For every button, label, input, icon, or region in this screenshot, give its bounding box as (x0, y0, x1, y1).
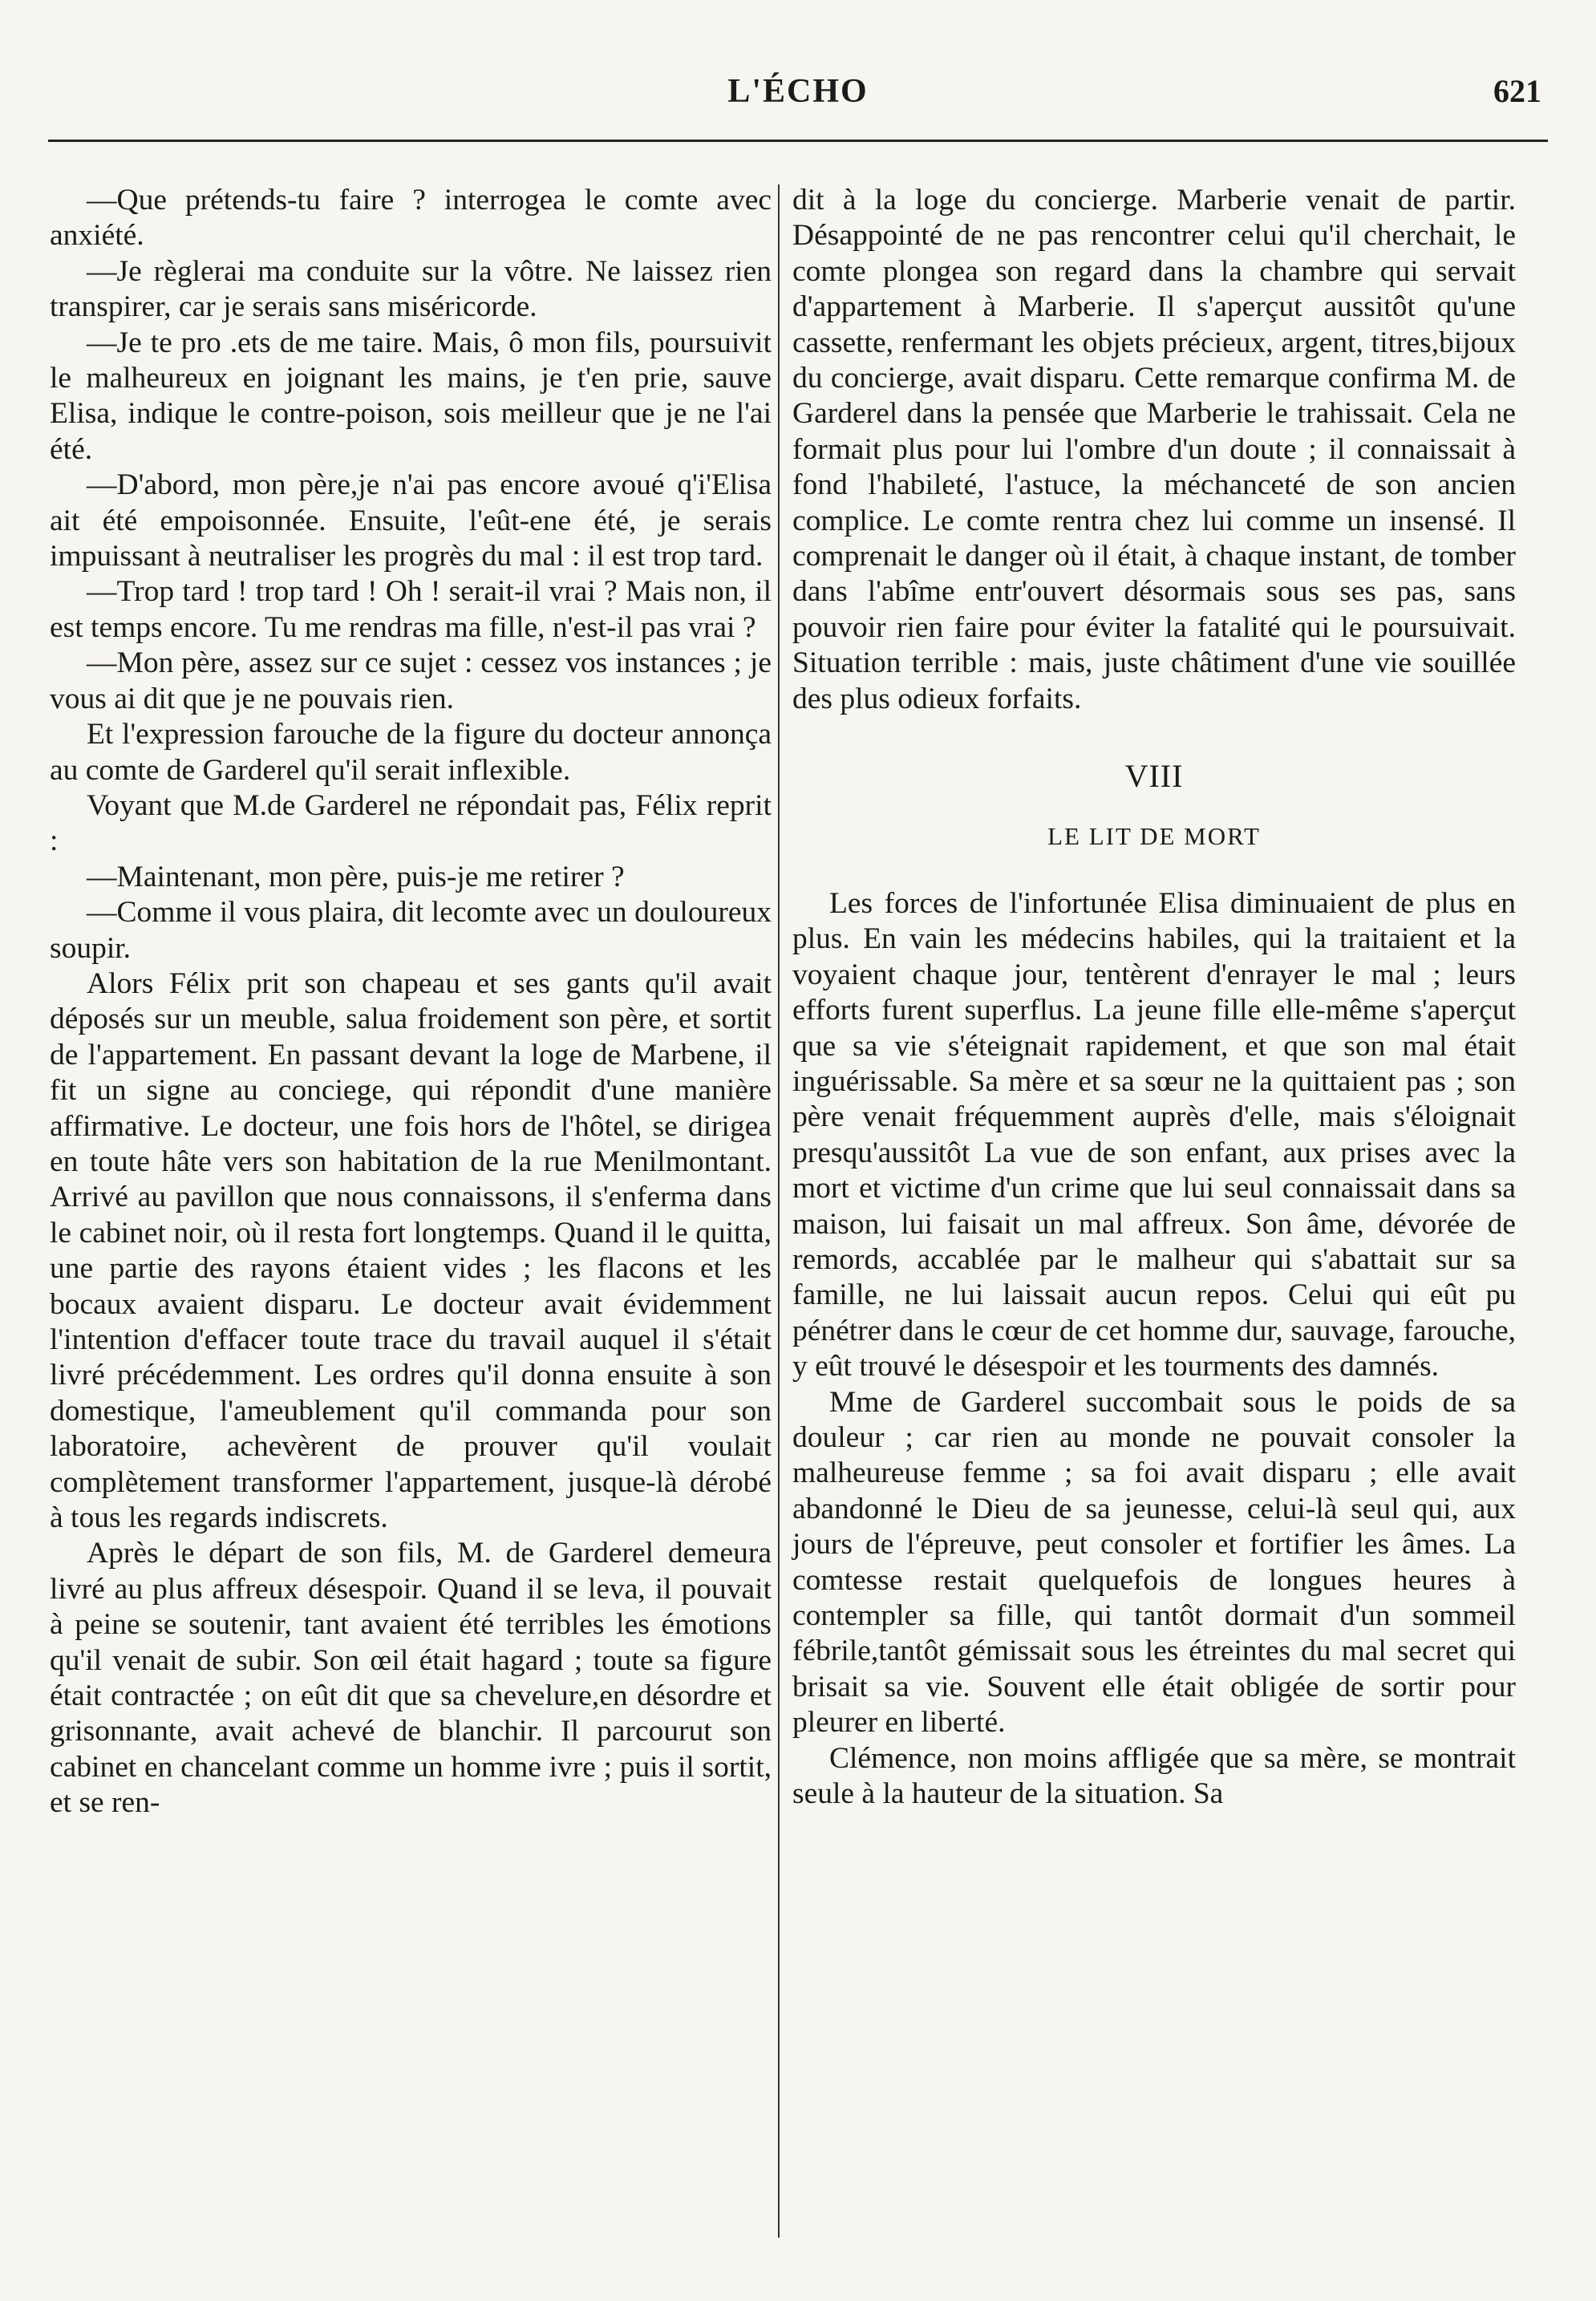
paragraph: —Que prétends-tu faire ? interrogea le comte avec anxiété. (50, 184, 772, 253)
paragraph: Et l'expression farouche de la figure du docteur annonça au comte de Garderel qu'il serait inflexible. (50, 718, 772, 787)
paragraph: Clémence, non moins affligée que sa mère, se montrait seule à la hauteur de la situation. Sa (792, 1741, 1516, 1811)
paragraph: —Comme il vous plaira, dit lecomte avec un douloureux soupir. (50, 896, 772, 965)
paragraph: —Maintenant, mon père, puis-je me retirer ? (87, 860, 625, 893)
paragraph: Les forces de l'infortunée Elisa diminuaient de plus en plus. En vain les médecins habiles, qui la traitaient et la voyaient chaque jour, tentèrent d'enrayer le mal ; leurs efforts furent superflus. La jeune fille elle-même s'aperçut que sa vie s'éteignait rapidement, et que son mal était inguérissable. Sa mère et sa sœur ne la quittaient pas ; son père venait fréquemment auprès d'elle, mais s'éloignait presqu'aussitôt La vue de son enfant, aux prises avec la mort et victime d'un crime que lui seul connaissait dans sa maison, lui faisait un mal affreux. Son âme, dévorée de remords, accablée par le malheur qui s'abattait sur sa famille, ne lui laissait aucun repos. Celui qui eût pu pénétrer dans le cœur de cet homme dur, sauvage, farouche, y eût trouvé le désespoir et les tourments des damnés. (792, 886, 1516, 1383)
right-column (792, 183, 1516, 1812)
header-rule (48, 140, 1548, 142)
paragraph: Après le départ de son fils, M. de Garderel demeura livré au plus affreux désespoir. Quand il se leva, il pouvait à peine se soutenir, tant avaient été terribles les émotions qu'il venait de subir. Son œil était hagard ; toute sa figure était contractée ; on eût dit que sa chevelure,en désordre et grisonnante, avait achevé de blanchir. Il parcourut son cabinet en chancelant comme un homme ivre ; puis il sortit, et se ren- (50, 1537, 772, 1820)
paragraph: —Mon père, assez sur ce sujet : cessez vos instances ; je vous ai dit que je ne pouvais rien. (50, 646, 772, 715)
page-number: 621 (1493, 73, 1541, 109)
section-title: LE LIT DE MORT (1047, 821, 1261, 850)
paragraph: —Trop tard ! trop tard ! Oh ! serait-il vrai ? Mais non, il est temps encore. Tu me rendras ma fille, n'est-il pas vrai ? (50, 575, 772, 644)
column-divider (778, 184, 780, 2238)
paragraph: —D'abord, mon père,je n'ai pas encore avoué q'i'Elisa ait été empoisonnée. Ensuite, l'eût-ene été, je serais impuissant à neutraliser les progrès du mal : il est trop tard. (50, 468, 772, 573)
left-column (50, 183, 772, 1821)
paragraph: dit à la loge du concierge. Marberie venait de partir. Désappointé de ne pas rencontrer celui qu'il cherchait, le comte plongea son regard dans la chambre qui servait d'appartement à Marberie. Il s'aperçut aussitôt qu'une cassette, renfermant les objets précieux, argent, titres,bijoux du concierge, avait disparu. Cette remarque confirma M. de Garderel dans la pensée que Marberie le trahissait. Cela ne formait plus pour lui l'ombre d'un doute ; il connaissait à fond l'habileté, l'astuce, la méchanceté de son ancien complice. Le comte rentra chez lui comme un insensé. Il comprenait le danger où il était, à chaque instant, de tomber dans l'abîme entr'ouvert désormais sous ses pas, sans pouvoir rien faire pour éviter la fatalité qui le poursuivait. Situation terrible : mais, juste châtiment d'une vie souillée des plus odieux forfaits. (792, 184, 1516, 715)
section-number: VIII (1124, 758, 1184, 795)
journal-title: L'ÉCHO (727, 73, 869, 110)
paragraph: Alors Félix prit son chapeau et ses gants qu'il avait déposés sur un meuble, salua froidement son père, et sortit de l'appartement. En passant devant la loge de Marbene, il fit un signe au conciege, qui répondit d'une manière affirmative. Le docteur, une fois hors de l'hôtel, se dirigea en toute hâte vers son habitation de la rue Menilmontant. Arrivé au pavillon que nous connaissons, il s'enferma dans le cabinet noir, où il resta fort longtemps. Quand il le quitta, une partie des rayons étaient vides ; les flacons et les bocaux avaient disparu. Le docteur avait évidemment l'intention d'effacer toute trace du travail auquel il s'était livré précédemment. Les ordres qu'il donna ensuite à son domestique, l'ameublement qu'il commanda pour son laboratoire, achevèrent de prouver qu'il voulait complètement transformer l'appartement, jusque-là dérobé à tous les regards indiscrets. (50, 966, 772, 1535)
paragraph: Voyant que M.de Garderel ne répondait pas, Félix reprit : (50, 788, 772, 858)
paragraph: —Je te pro .ets de me taire. Mais, ô mon fils, poursuivit le malheureux en joignant les mains, je t'en prie, sauve Elisa, indique le contre-poison, sois meilleur que je ne l'ai été. (50, 326, 772, 466)
paragraph: —Je règlerai ma conduite sur la vôtre. Ne laissez rien transpirer, car je serais sans miséricorde. (50, 254, 772, 324)
paragraph: Mme de Garderel succombait sous le poids de sa douleur ; car rien au monde ne pouvait consoler la malheureuse femme ; sa foi avait disparu ; elle avait abandonné le Dieu de sa jeunesse, celui-là seul qui, aux jours de l'épreuve, peut consoler et fortifier les âmes. La comtesse restait quelquefois de longues heures à contempler sa fille, qui tantôt dormait d'un sommeil fébrile,tantôt gémissait sous les étreintes du mal secret qui brisait sa vie. Souvent elle était obligée de sortir pour pleurer en liberté. (792, 1385, 1516, 1740)
running-header (48, 63, 1548, 127)
